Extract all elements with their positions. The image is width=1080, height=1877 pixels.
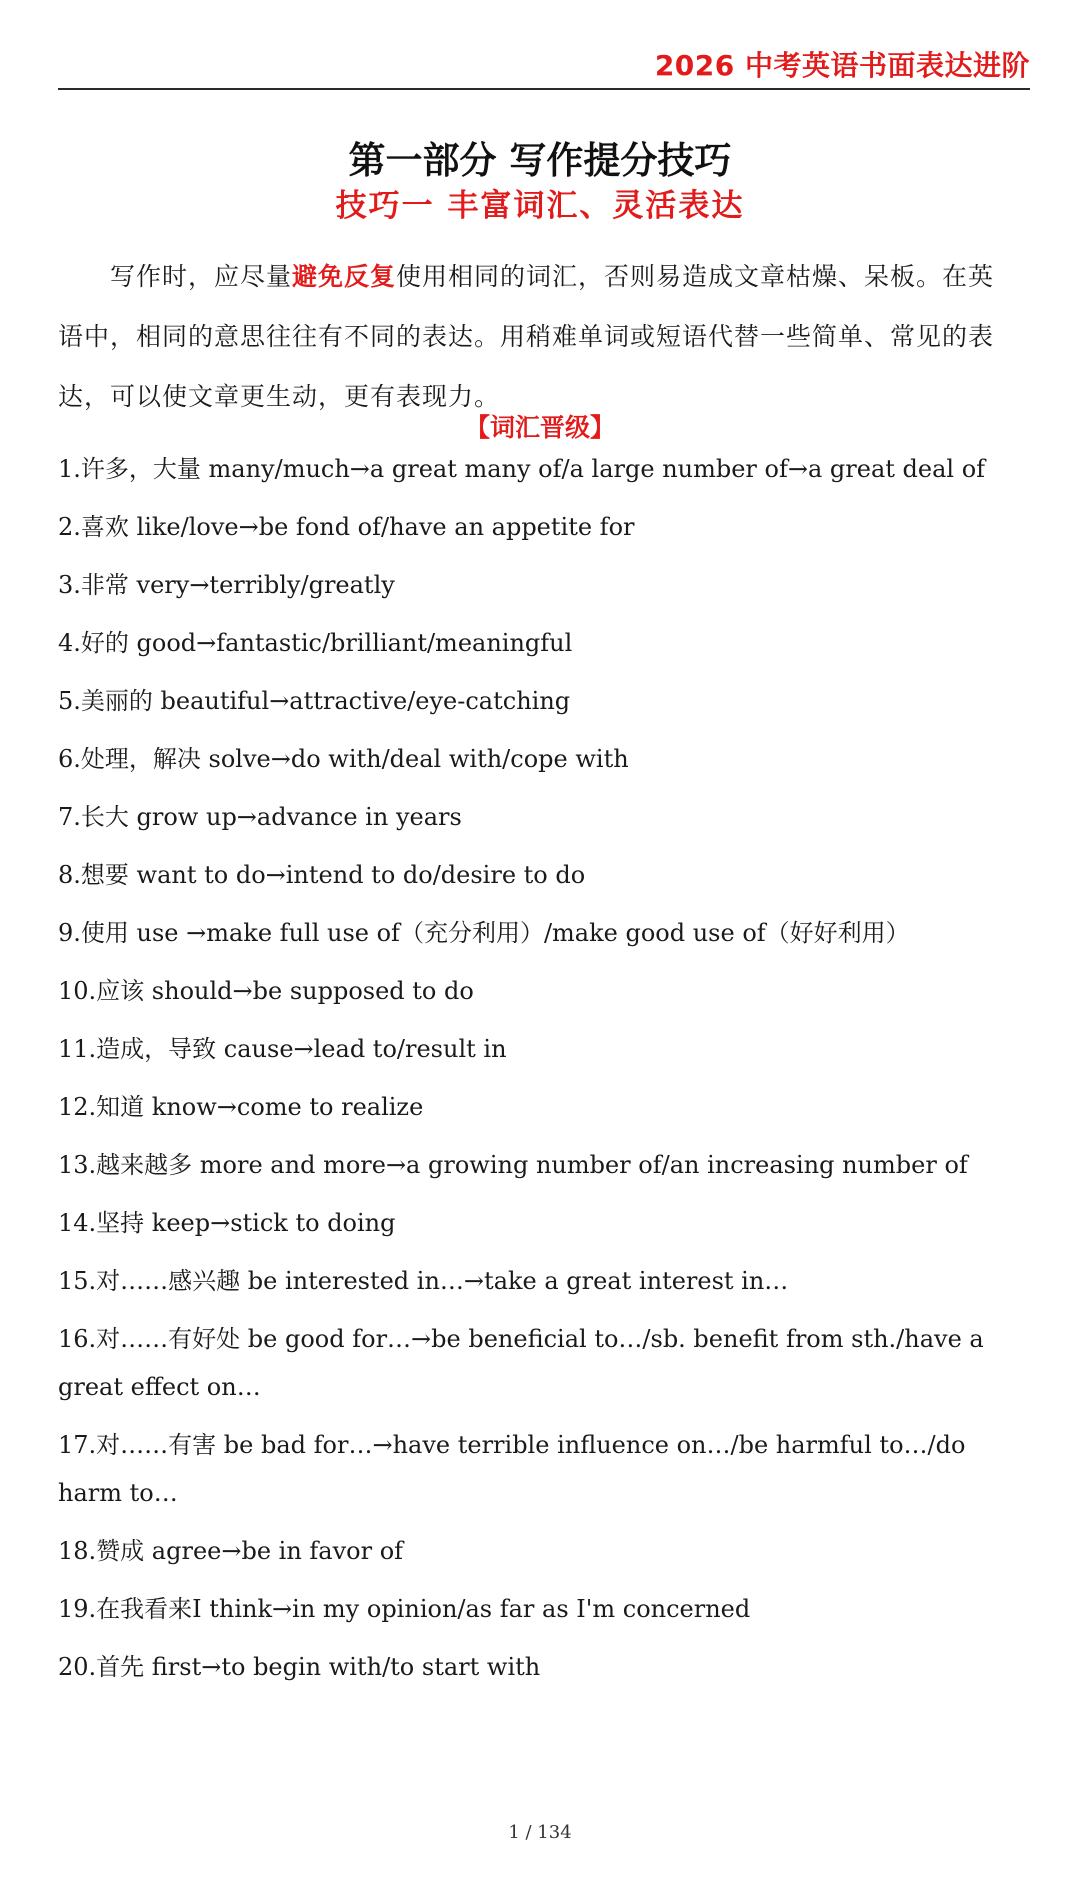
vocab-item: 3.非常 very→terribly/greatly <box>58 571 395 599</box>
vocab-item: 20.首先 first→to begin with/to start with <box>58 1653 541 1681</box>
vocab-item: 19.在我看来I think→in my opinion/as far as I'm concerned <box>58 1595 751 1623</box>
vocab-item: 6.处理，解决 solve→do with/deal with/cope with <box>58 745 629 773</box>
vocab-item: 4.好的 good→fantastic/brilliant/meaningful <box>58 629 573 657</box>
vocab-item: 5.美丽的 beautiful→attractive/eye-catching <box>58 687 571 715</box>
part-title: 第一部分 写作提分技巧 <box>348 139 732 182</box>
intro-text-after: 使用相同的词汇，否则易造成文章枯燥、呆板。在英语中，相同的意思往往有不同的表达。用稍难单词或短语代替一些简单、常见的表达，可以使文章更生动，更有表现力。 <box>58 262 995 411</box>
vocab-list <box>58 440 1018 1696</box>
vocab-item: 16.对……有好处 be good for…→be beneficial to…/sb. benefit from sth./have a great effect on… <box>58 1325 984 1401</box>
vocab-item: 1.许多，大量 many/much→a great many of/a large number of→a great deal of <box>58 455 986 483</box>
intro-paragraph <box>58 247 1018 427</box>
technique-title: 技巧一 丰富词汇、灵活表达 <box>335 188 745 224</box>
vocab-item: 11.造成，导致 cause→lead to/result in <box>58 1035 507 1063</box>
vocab-item: 9.使用 use →make full use of（充分利用）/make good use of（好好利用） <box>58 919 910 947</box>
vocab-item: 2.喜欢 like/love→be fond of/have an appetite for <box>58 513 635 541</box>
vocab-item: 12.知道 know→come to realize <box>58 1093 424 1121</box>
vocab-item: 10.应该 should→be supposed to do <box>58 977 474 1005</box>
vocab-item: 18.赞成 agree→be in favor of <box>58 1537 404 1565</box>
vocab-item: 13.越来越多 more and more→a growing number of/an increasing number of <box>58 1151 968 1179</box>
vocab-item: 17.对……有害 be bad for…→have terrible influence on…/be harmful to…/do harm to… <box>58 1431 966 1507</box>
vocab-item: 14.坚持 keep→stick to doing <box>58 1209 396 1237</box>
intro-text-before: 写作时，应尽量 <box>110 262 293 291</box>
running-header-title: 2026 中考英语书面表达进阶 <box>654 49 1030 82</box>
section-heading-vocab-upgrade: 【词汇晋级】 <box>464 413 615 442</box>
vocab-item: 7.长大 grow up→advance in years <box>58 803 462 831</box>
vocab-item: 8.想要 want to do→intend to do/desire to do <box>58 861 586 889</box>
vocab-item: 15.对……感兴趣 be interested in…→take a great interest in… <box>58 1267 789 1295</box>
page-number: 1 / 134 <box>508 1822 572 1843</box>
header-divider <box>58 88 1030 90</box>
intro-highlight: 避免反复 <box>292 262 397 291</box>
